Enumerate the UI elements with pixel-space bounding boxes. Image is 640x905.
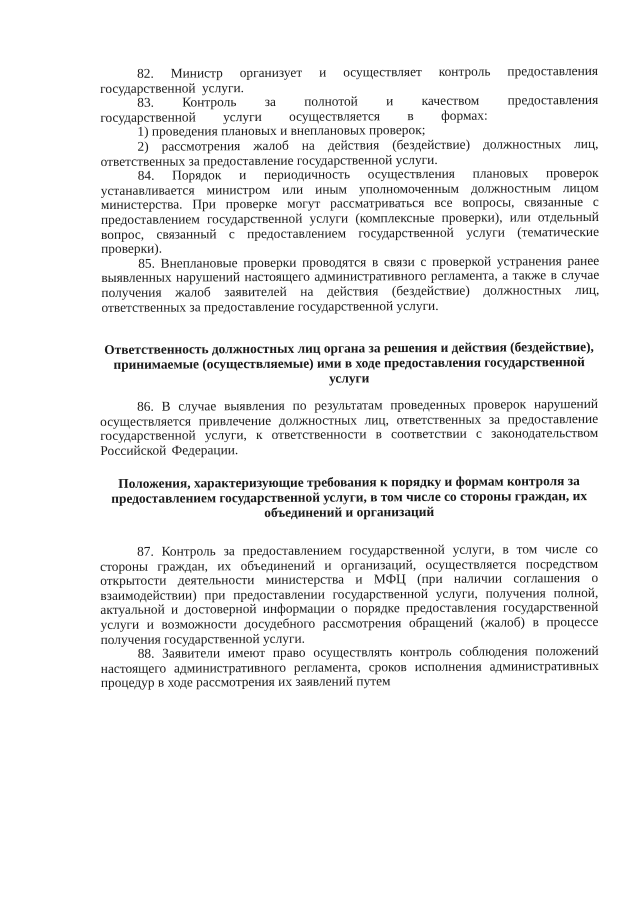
list-item-1: 1) проведения плановых и внеплановых проверок; xyxy=(137,122,426,140)
text-block-middle xyxy=(100,397,598,458)
paragraph-85: 85. Внеплановые проверки проводятся в связи с проверкой устранения ранее выявленных нарушений настоящего административного регламента, а также в случае получения жалоб заявителей на действия (бездействие) должностных лиц, ответственных за предоставление государственной услуги. xyxy=(101,252,600,315)
text-block-top xyxy=(100,64,600,315)
list-item-2: 2) рассмотрения жалоб на действия (бездействие) должностных лиц, ответственных за предоставление государственной услуги. xyxy=(100,135,599,169)
paragraph-82: 82. Министр организует и осуществляет контроль предоставления государственной услуги. xyxy=(100,62,599,96)
paragraph-83: 83. Контроль за полнотой и качеством предоставления государственной услуги осуществляется в формах: xyxy=(100,92,599,125)
section-heading-responsibility: Ответственность должностных лиц органа за решения и действия (бездействие), принимаемые (осуществляемые) ими в ходе предоставления государственной услуги xyxy=(104,338,594,386)
text-block-bottom xyxy=(100,542,599,691)
section-heading-control: Положения, характеризующие требования к порядку и формам контроля за предоставлением государственной услуги, в том числе со стороны граждан, их объединений и организаций xyxy=(111,473,588,520)
paragraph-87: 87. Контроль за предоставлением государственной услуги, в том числе со стороны граждан, их объединений и организаций, осуществляется посредством открытости деятельности министерства и МФЦ (при наличии соглашения о взаимодействии) при предоставлении государственной услуги, получения полной, актуальной и достоверной информации о порядке предоставления государственной услуги и возможности досудебного рассмотрения обращений (жалоб) в процессе получения государственной услуги. xyxy=(100,540,599,647)
paragraph-88: 88. Заявители имеют право осуществлять контроль соблюдения положений настоящего административного регламента, сроков исполнения административных процедур в ходе рассмотрения их заявлений путем xyxy=(100,643,599,691)
paragraph-86: 86. В случае выявления по результатам проведенных проверок нарушений осуществляется привлечение должностных лиц, ответственных за предоставление государственной услуги, к ответственности в соответствии с законодательством Российской Федерации. xyxy=(100,395,599,458)
paragraph-84: 84. Порядок и периодичность осуществления плановых проверок устанавливается министром или иным уполномоченным должностным лицом министерства. При проверке могут рассматриваться все вопросы, связанные с предоставлением государственной услуги (комплексные проверки), или отдельный вопрос, связанный с предоставлением государственной услуги (тематические проверки). xyxy=(100,165,600,257)
